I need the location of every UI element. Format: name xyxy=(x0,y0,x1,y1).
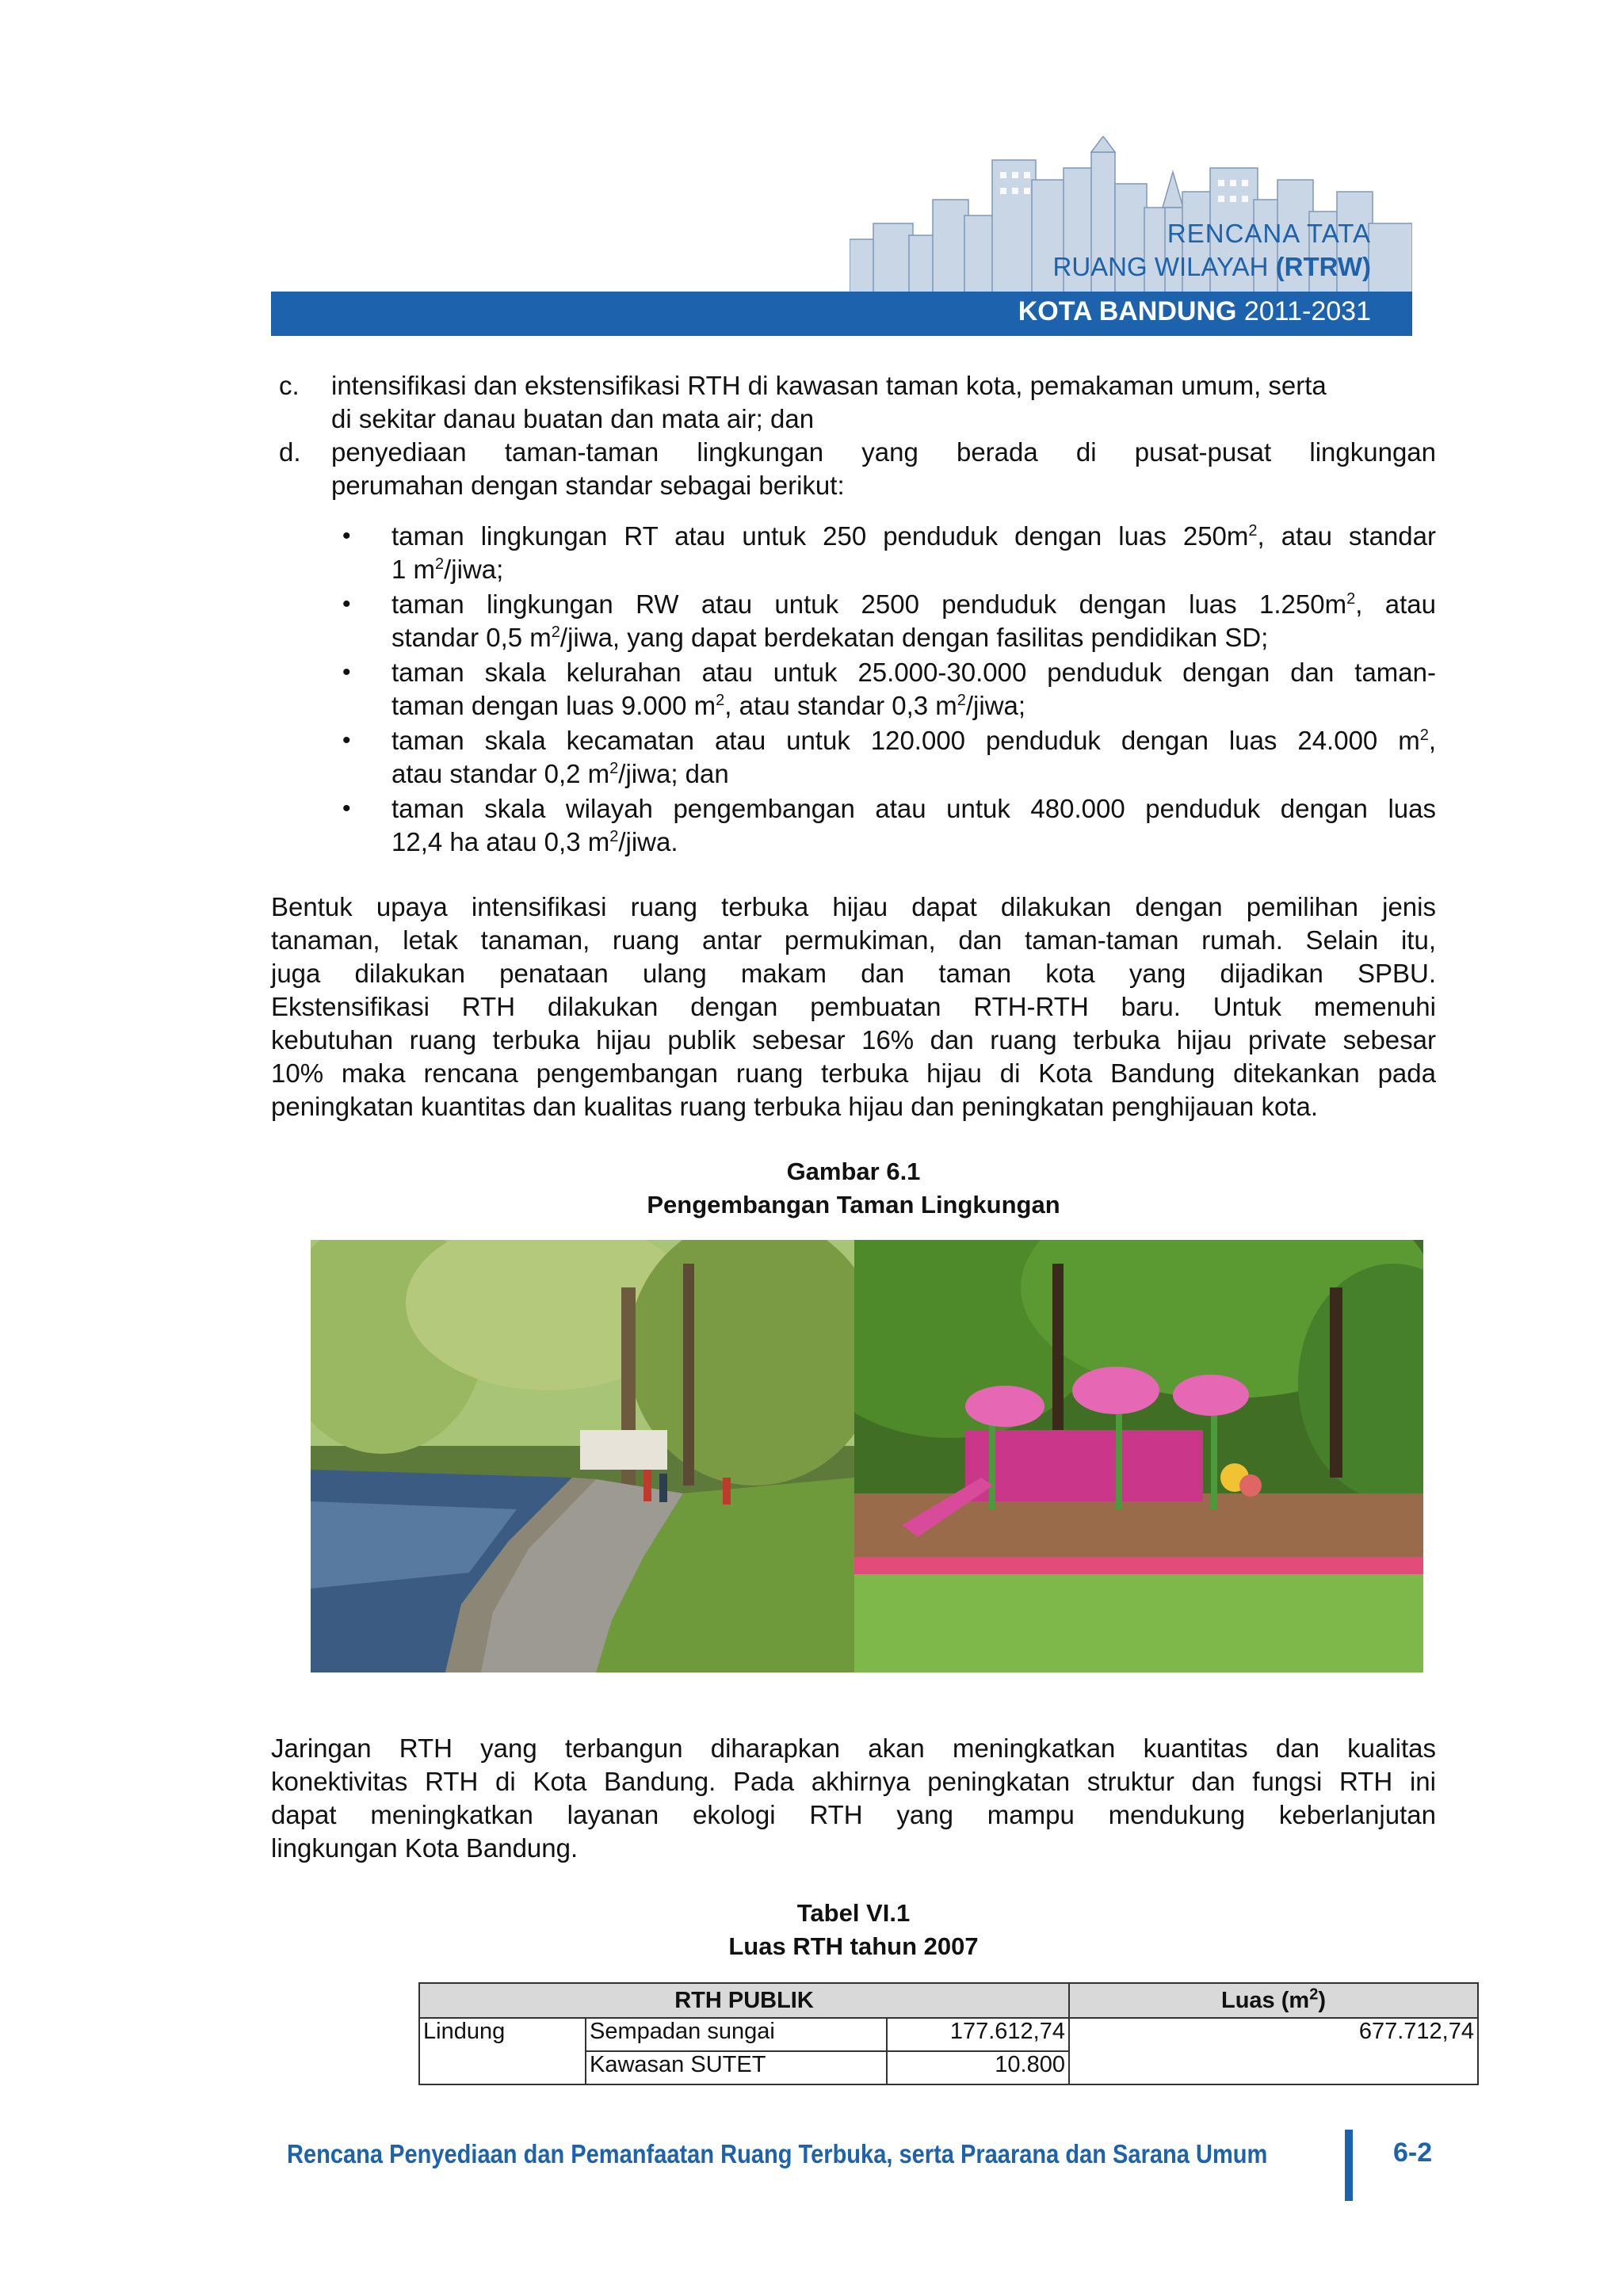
table-cell-value: 177.612,74 xyxy=(887,2018,1069,2051)
list-item: taman skala wilayah pengembangan atau untuk 480.000 penduduk dengan luas xyxy=(391,794,1436,823)
table-header-rth-publik: RTH PUBLIK xyxy=(419,1983,1069,2018)
header-title-line1: RENCANA TATA xyxy=(1167,219,1371,248)
list-item: taman skala kecamatan atau untuk 120.000 penduduk dengan luas 24.000 $m^2$, xyxy=(391,726,1436,755)
paragraph-line: 10% maka rencana pengembangan ruang terbuka hijau di Kota Bandung ditekankan pada xyxy=(271,1058,1436,1088)
footer-divider xyxy=(1345,2130,1353,2201)
item-d-line2: perumahan dengan standar sebagai berikut: xyxy=(331,471,845,500)
paragraph-line: Ekstensifikasi RTH dilakukan dengan pembuatan RTH-RTH baru. Untuk memenuhi xyxy=(271,992,1436,1021)
table-cell-name: Kawasan SUTET xyxy=(586,2051,887,2084)
table-cell-total: 677.712,74 xyxy=(1069,2018,1478,2084)
paragraph-line: Bentuk upaya intensifikasi ruang terbuka hijau dapat dilakukan dengan pemilihan jenis xyxy=(271,892,1436,921)
list-item-cont: 1 $m^2$/jiwa; xyxy=(391,555,504,584)
bullet-icon: • xyxy=(342,659,351,685)
list-item: taman skala kelurahan atau untuk 25.000-30.000 penduduk dengan dan taman- xyxy=(391,658,1436,687)
figure-number: Gambar 6.1 xyxy=(786,1158,921,1185)
header-title-line2: RUANG WILAYAH (RTRW) xyxy=(1052,252,1371,281)
table-title: Luas RTH tahun 2007 xyxy=(728,1932,979,1960)
bullet-icon: • xyxy=(342,591,351,617)
item-c-line2: di sekitar danau buatan dan mata air; dan xyxy=(331,404,815,433)
paragraph-line: peningkatan kuantitas dan kualitas ruang terbuka hijau dan peningkatan penghijauan kota. xyxy=(271,1092,1318,1121)
table-cell-group: Lindung xyxy=(419,2018,586,2084)
item-d-letter: d. xyxy=(279,437,301,467)
list-item: taman lingkungan RT atau untuk 250 penduduk dengan luas $250m^2$, atau standar xyxy=(391,521,1436,551)
paragraph-line: tanaman, letak tanaman, ruang antar permukiman, dan taman-taman rumah. Selain itu, xyxy=(271,925,1436,955)
paragraph-line: Jaringan RTH yang terbangun diharapkan akan meningkatkan kuantitas dan kualitas xyxy=(271,1733,1436,1763)
table-header-luas: Luas $(m^2)$ xyxy=(1069,1983,1478,2018)
list-item-cont: 12,4 ha atau 0,3 $m^2$/jiwa. xyxy=(391,827,678,856)
item-c-letter: c. xyxy=(279,371,300,400)
figure-title: Pengembangan Taman Lingkungan xyxy=(647,1191,1060,1219)
paragraph-line: lingkungan Kota Bandung. xyxy=(271,1833,579,1863)
footer-chapter-title: Rencana Penyediaan dan Pemanfaatan Ruang Terbuka, serta Praarana dan Sarana Umum xyxy=(287,2139,1268,2168)
table-cell-name: Sempadan sungai xyxy=(586,2018,887,2051)
table-header-row xyxy=(419,1983,1478,2018)
list-item-cont: taman dengan luas 9.000 $m^2$, atau standar 0,3 $m^2$/jiwa; xyxy=(391,691,1026,720)
paragraph-line: kebutuhan ruang terbuka hijau publik sebesar 16% dan ruang terbuka hijau private sebesar xyxy=(271,1025,1436,1055)
table-row xyxy=(419,2018,1478,2051)
item-c-line1: intensifikasi dan ekstensifikasi RTH di kawasan taman kota, pemakaman umum, serta xyxy=(331,371,1327,400)
list-item: taman lingkungan RW atau untuk 2500 penduduk dengan luas $1.250m^2$, atau xyxy=(391,589,1436,619)
list-item-cont: atau standar 0,2 $m^2$/jiwa; dan xyxy=(391,759,729,788)
table-number: Tabel VI.1 xyxy=(796,1899,911,1927)
item-d-line1: penyediaan taman-taman lingkungan yang berada di pusat-pusat lingkungan xyxy=(331,437,1436,467)
bullet-icon: • xyxy=(342,795,351,822)
page-number: 6-2 xyxy=(1393,2138,1433,2168)
report-header xyxy=(271,136,1412,336)
header-title-line3: KOTA BANDUNG 2011-2031 xyxy=(1018,296,1371,326)
bullet-icon: • xyxy=(342,523,351,549)
paragraph-line: juga dilakukan penataan ulang makam dan taman kota yang dijadikan SPBU. xyxy=(271,959,1436,988)
list-item-cont: standar 0,5 $m^2$/jiwa, yang dapat berdekatan dengan fasilitas pendidikan SD; xyxy=(391,623,1269,652)
paragraph-line: dapat meningkatkan layanan ekologi RTH yang mampu mendukung keberlanjutan xyxy=(271,1800,1436,1829)
rth-area-table xyxy=(418,1982,1479,2085)
paragraph-line: konektivitas RTH di Kota Bandung. Pada akhirnya peningkatan struktur dan fungsi RTH ini xyxy=(271,1767,1436,1796)
photo-playground xyxy=(854,1240,1423,1672)
photo-lakeside-park xyxy=(311,1240,854,1672)
table-cell-value: 10.800 xyxy=(887,2051,1069,2084)
bullet-icon: • xyxy=(342,727,351,753)
